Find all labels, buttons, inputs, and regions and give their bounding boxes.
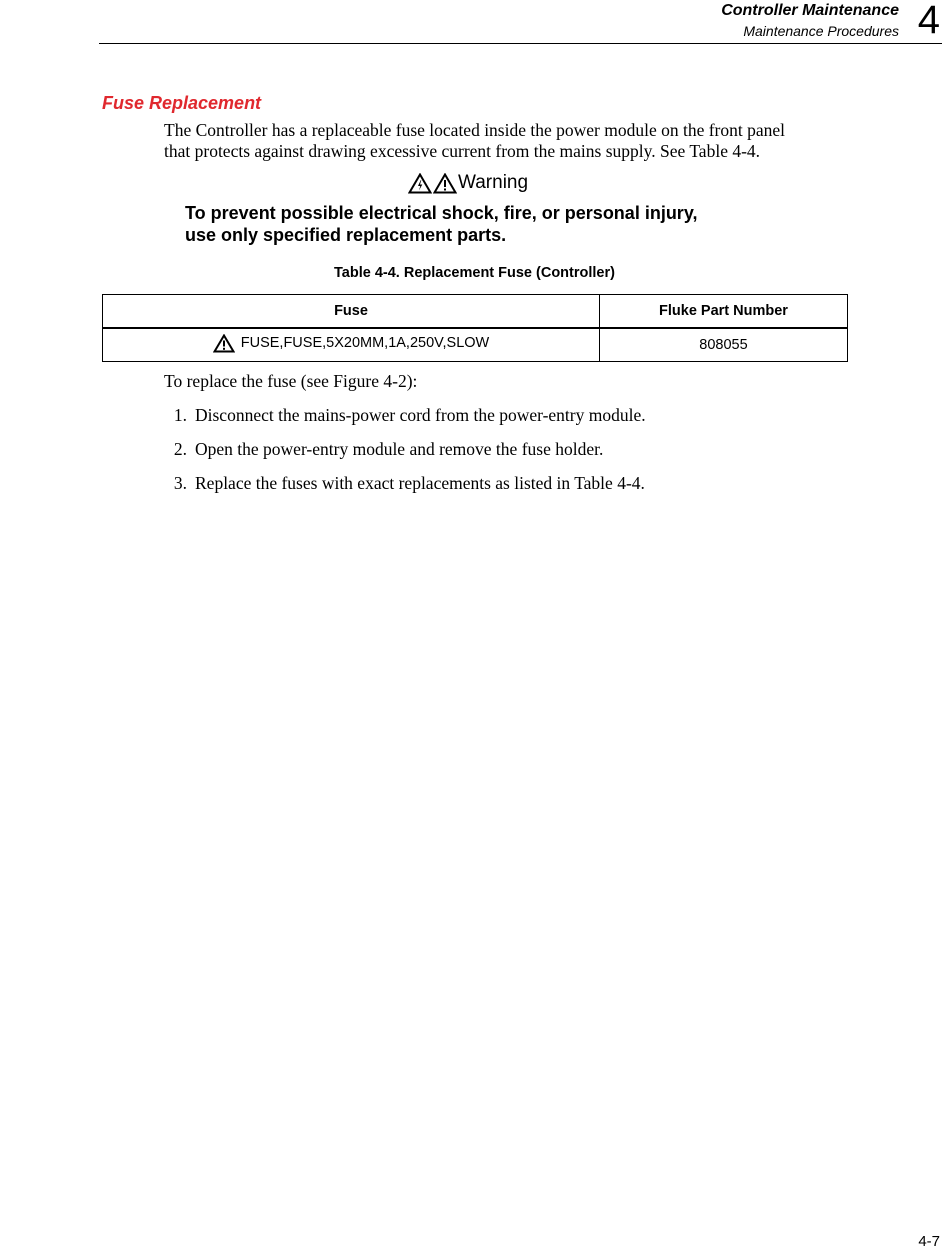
procedure-intro: To replace the fuse (see Figure 4-2): — [164, 371, 418, 391]
part-number-cell: 808055 — [600, 328, 848, 362]
fuse-cell — [103, 328, 600, 362]
procedure-step — [173, 405, 646, 426]
warning-line-2: use only specified replacement parts. — [185, 225, 507, 245]
warning-label: Warning — [458, 172, 529, 193]
intro-paragraph — [164, 120, 864, 162]
step-number: 2. — [173, 439, 187, 459]
warning-title — [408, 172, 528, 194]
fuse-description: FUSE,FUSE,5X20MM,1A,250V,SLOW — [240, 335, 490, 351]
step-number: 3. — [173, 473, 187, 493]
step-text: Disconnect the mains-power cord from the power-entry module. — [195, 405, 646, 425]
electric-shock-triangle-icon — [408, 173, 432, 194]
intro-line-2: that protects against drawing excessive current from the mains supply. See Table 4-4. — [164, 141, 761, 161]
page-number: 4-7 — [918, 1233, 940, 1250]
table-header-row — [103, 295, 848, 329]
step-text: Replace the fuses with exact replacements as listed in Table 4-4. — [195, 473, 645, 493]
column-header-fuse: Fuse — [103, 295, 600, 329]
caution-triangle-icon — [213, 334, 235, 353]
warning-text — [185, 202, 785, 246]
replacement-fuse-table — [102, 294, 848, 362]
table-caption: Table 4-4. Replacement Fuse (Controller) — [334, 265, 615, 281]
header-title: Controller Maintenance — [721, 2, 899, 19]
section-heading: Fuse Replacement — [102, 93, 262, 113]
step-number: 1. — [173, 405, 187, 425]
header-rule — [99, 43, 942, 44]
column-header-part-number: Fluke Part Number — [600, 295, 848, 329]
chapter-number: 4 — [917, 0, 940, 42]
warning-line-1: To prevent possible electrical shock, fire, or personal injury, — [185, 203, 698, 223]
procedure-step — [173, 473, 645, 494]
step-text: Open the power-entry module and remove the fuse holder. — [195, 439, 604, 459]
procedure-step — [173, 439, 604, 460]
table-row — [103, 328, 848, 362]
warning-triangle-icon — [433, 173, 457, 194]
header-subtitle: Maintenance Procedures — [743, 23, 899, 39]
intro-line-1: The Controller has a replaceable fuse located inside the power module on the front panel — [164, 120, 786, 140]
